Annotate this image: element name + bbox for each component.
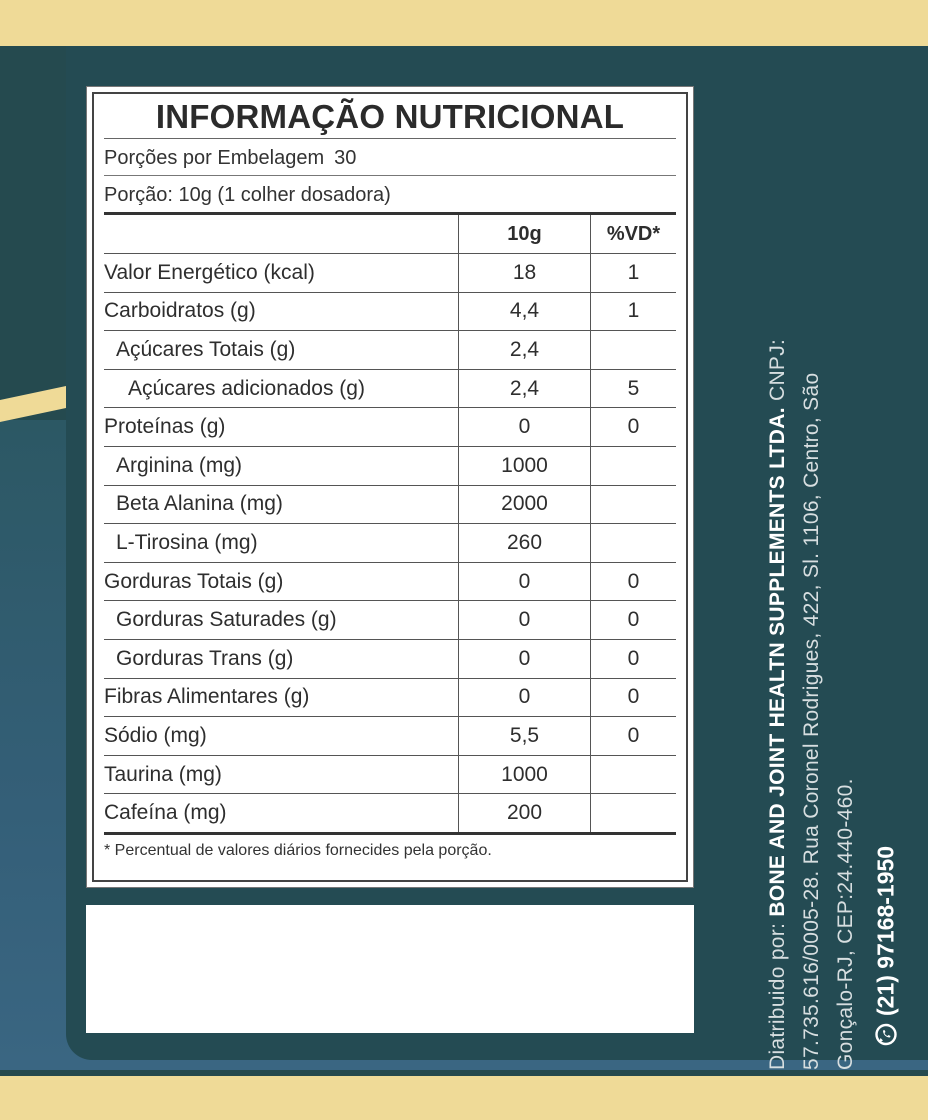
nutrient-vd: 0 bbox=[591, 408, 677, 447]
table-row bbox=[104, 524, 676, 563]
table-row bbox=[104, 408, 676, 447]
nutrient-vd bbox=[591, 794, 677, 834]
nutrient-vd: 1 bbox=[591, 292, 677, 331]
distributor-prefix: Diatribuido por: bbox=[766, 922, 789, 1070]
nutrient-vd: 1 bbox=[591, 254, 677, 293]
nutrient-vd bbox=[591, 331, 677, 370]
nutrient-vd: 0 bbox=[591, 562, 677, 601]
table-row bbox=[104, 794, 676, 834]
nutrient-name: Sódio (mg) bbox=[104, 717, 459, 756]
nutrient-name: Valor Energético (kcal) bbox=[104, 254, 459, 293]
nutrient-name: Açúcares Totais (g) bbox=[104, 331, 459, 370]
phone-number: (21) 97168-1950 bbox=[872, 845, 899, 1016]
blank-white-box bbox=[86, 905, 694, 1033]
table-row bbox=[104, 562, 676, 601]
nutrient-amount: 2000 bbox=[459, 485, 591, 524]
nutrient-vd: 0 bbox=[591, 601, 677, 640]
table-row bbox=[104, 254, 676, 293]
nutrient-name: Cafeína (mg) bbox=[104, 794, 459, 834]
table-row bbox=[104, 369, 676, 408]
distributor-cnpj-label: CNPJ: bbox=[766, 338, 789, 401]
nutrient-amount: 0 bbox=[459, 408, 591, 447]
header-cell-name bbox=[104, 214, 459, 254]
nutrient-vd bbox=[591, 446, 677, 485]
label-title: INFORMAÇÃO NUTRICIONAL bbox=[104, 94, 676, 139]
nutrient-amount: 0 bbox=[459, 562, 591, 601]
nutrient-vd bbox=[591, 485, 677, 524]
nutrient-vd: 5 bbox=[591, 369, 677, 408]
table-row bbox=[104, 755, 676, 794]
nutrient-vd bbox=[591, 755, 677, 794]
nutrient-vd: 0 bbox=[591, 639, 677, 678]
nutrient-name: L-Tirosina (mg) bbox=[104, 524, 459, 563]
nutrient-name: Carboidratos (g) bbox=[104, 292, 459, 331]
servings-label: Porções por Embelagem bbox=[104, 147, 325, 169]
nutrient-amount: 0 bbox=[459, 601, 591, 640]
table-row bbox=[104, 601, 676, 640]
nutrient-amount: 0 bbox=[459, 639, 591, 678]
table-header-row bbox=[104, 214, 676, 254]
nutrient-amount: 18 bbox=[459, 254, 591, 293]
nutrient-name: Beta Alanina (mg) bbox=[104, 485, 459, 524]
nutrient-name: Gorduras Totais (g) bbox=[104, 562, 459, 601]
nutrient-name: Gorduras Saturades (g) bbox=[104, 601, 459, 640]
table-row bbox=[104, 639, 676, 678]
nutrient-amount: 0 bbox=[459, 678, 591, 717]
nutrient-amount: 1000 bbox=[459, 755, 591, 794]
table-row bbox=[104, 485, 676, 524]
distributor-line-2: 57.735.616/0005-28. Rua Coronel Rodrigues, 422, Sl. 1106, Centro, São bbox=[800, 372, 823, 1070]
nutrient-amount: 200 bbox=[459, 794, 591, 834]
nutrient-vd: 0 bbox=[591, 678, 677, 717]
nutrient-amount: 4,4 bbox=[459, 292, 591, 331]
nutrient-amount: 2,4 bbox=[459, 331, 591, 370]
top-band bbox=[0, 0, 928, 46]
nutrition-table bbox=[104, 212, 676, 835]
nutrient-name: Arginina (mg) bbox=[104, 446, 459, 485]
nutrient-vd: 0 bbox=[591, 717, 677, 756]
nutrition-label bbox=[86, 86, 694, 888]
whatsapp-icon bbox=[874, 1023, 898, 1054]
nutrient-name: Fibras Alimentares (g) bbox=[104, 678, 459, 717]
distributor-company: BONE AND JOINT HEALTN SUPPLEMENTS LTDA. bbox=[766, 407, 789, 917]
servings-per-package bbox=[104, 139, 676, 176]
nutrient-amount: 1000 bbox=[459, 446, 591, 485]
table-row bbox=[104, 331, 676, 370]
servings-value: 30 bbox=[334, 147, 357, 169]
contact-phone bbox=[871, 730, 902, 1050]
nutrient-name: Proteínas (g) bbox=[104, 408, 459, 447]
header-cell-vd: %VD* bbox=[591, 214, 677, 254]
nutrient-vd bbox=[591, 524, 677, 563]
nutrient-amount: 5,5 bbox=[459, 717, 591, 756]
table-row bbox=[104, 717, 676, 756]
distributor-info bbox=[761, 110, 863, 1070]
distributor-line-1 bbox=[761, 110, 795, 1070]
distributor-line-3: Gonçalo-RJ, CEP:24.440-460. bbox=[834, 778, 857, 1070]
nutrient-amount: 260 bbox=[459, 524, 591, 563]
nutrient-name: Gorduras Trans (g) bbox=[104, 639, 459, 678]
nutrient-name: Taurina (mg) bbox=[104, 755, 459, 794]
nutrient-amount: 2,4 bbox=[459, 369, 591, 408]
table-row bbox=[104, 446, 676, 485]
nutrient-name: Açúcares adicionados (g) bbox=[104, 369, 459, 408]
table-row bbox=[104, 678, 676, 717]
footnote: * Percentual de valores diários fornecides pela porção. bbox=[104, 841, 492, 859]
portion-size: Porção: 10g (1 colher dosadora) bbox=[104, 184, 391, 206]
table-row bbox=[104, 292, 676, 331]
header-cell-amount: 10g bbox=[459, 214, 591, 254]
bottom-band bbox=[0, 1080, 928, 1120]
